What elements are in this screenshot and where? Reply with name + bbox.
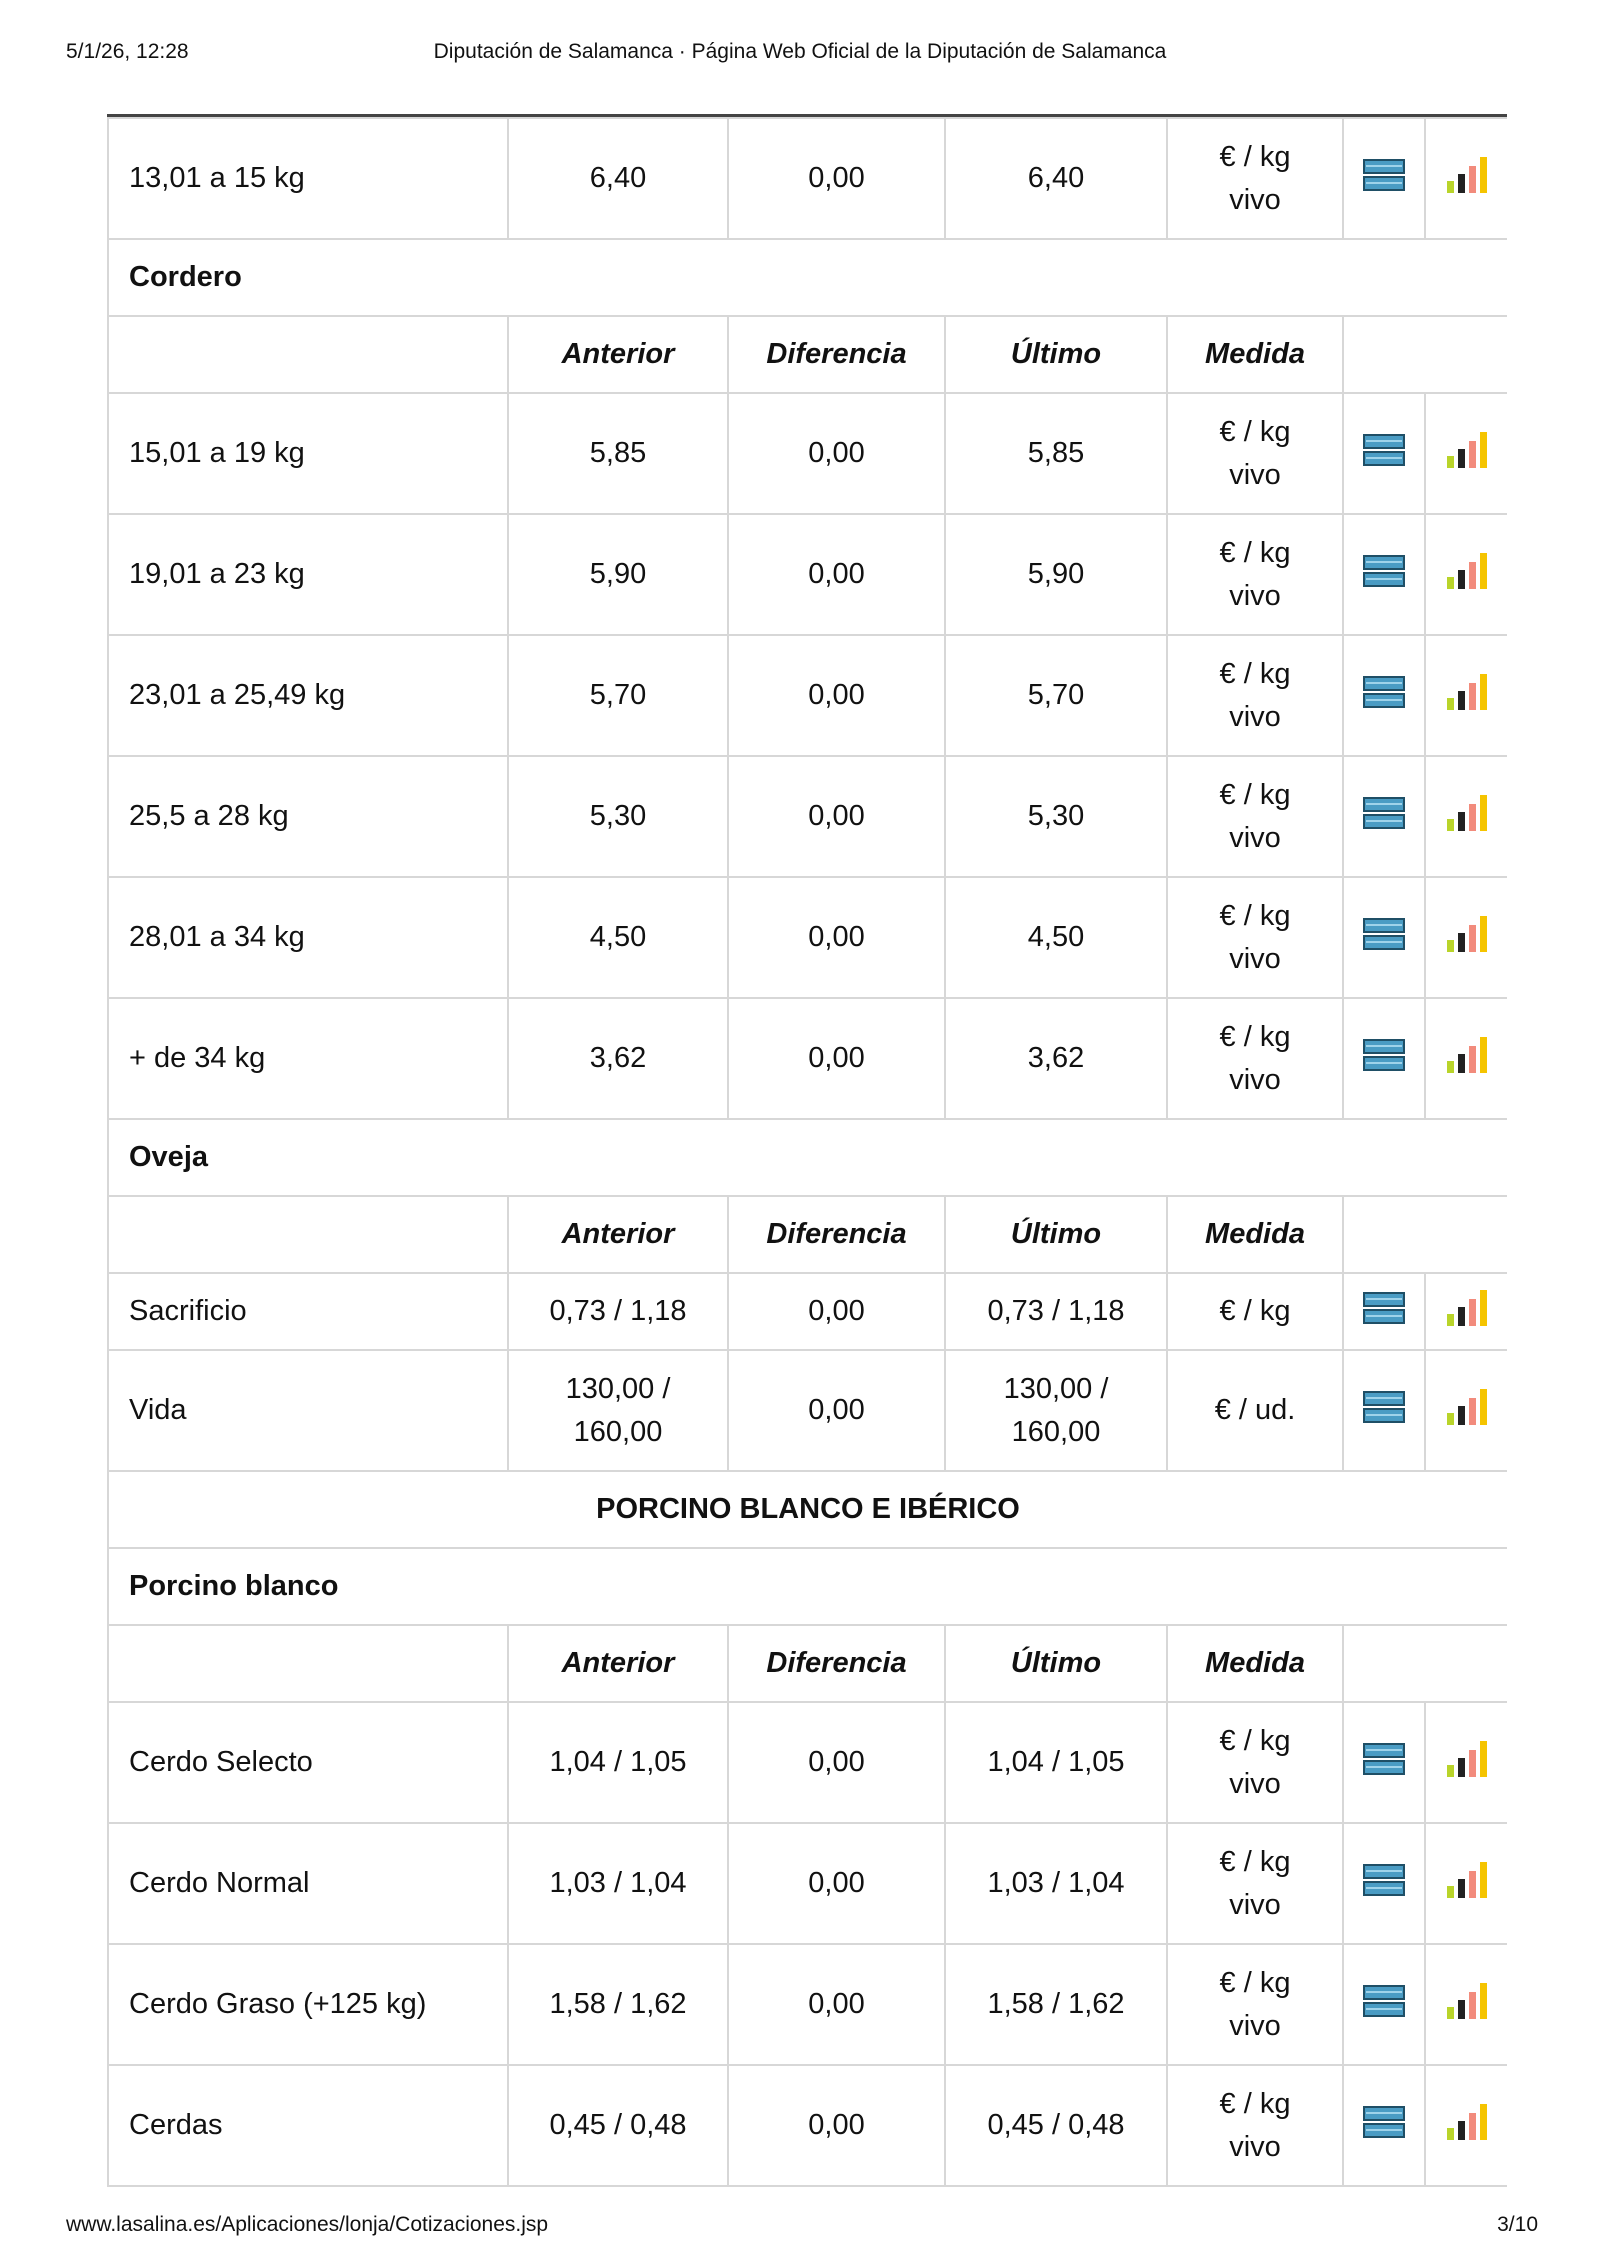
price-diferencia: 0,00 [728, 1273, 945, 1350]
price-diferencia: 0,00 [728, 393, 945, 514]
col-diferencia: Diferencia [728, 1625, 945, 1702]
price-anterior: 5,30 [508, 756, 728, 877]
table-row [108, 1273, 1507, 1350]
price-medida: € / kg vivo [1167, 393, 1343, 514]
table-history-icon[interactable] [1363, 2106, 1405, 2146]
price-diferencia: 0,00 [728, 1944, 945, 2065]
price-ultimo: 5,70 [945, 635, 1167, 756]
product-name: Cerdo Normal [108, 1823, 508, 1944]
price-anterior: 0,45 / 0,48 [508, 2065, 728, 2186]
section-row [108, 1471, 1507, 1548]
price-anterior: 5,85 [508, 393, 728, 514]
table-history-icon[interactable] [1363, 918, 1405, 958]
product-name: Cerdas [108, 2065, 508, 2186]
product-name: 28,01 a 34 kg [108, 877, 508, 998]
table-history-icon[interactable] [1363, 1864, 1405, 1904]
product-name: Cerdo Selecto [108, 1702, 508, 1823]
price-diferencia: 0,00 [728, 1823, 945, 1944]
col-ultimo: Último [945, 1196, 1167, 1273]
table-history-icon[interactable] [1363, 1391, 1405, 1431]
column-header-row [108, 1625, 1507, 1702]
price-ultimo: 6,40 [945, 118, 1167, 239]
table-row [108, 514, 1507, 635]
history-cell[interactable] [1343, 1702, 1425, 1823]
bar-chart-icon[interactable] [1445, 155, 1489, 203]
price-anterior: 1,04 / 1,05 [508, 1702, 728, 1823]
price-ultimo: 1,03 / 1,04 [945, 1823, 1167, 1944]
table-history-icon[interactable] [1363, 676, 1405, 716]
price-ultimo: 0,73 / 1,18 [945, 1273, 1167, 1350]
product-name: Sacrificio [108, 1273, 508, 1350]
price-medida: € / kg vivo [1167, 2065, 1343, 2186]
table-history-icon[interactable] [1363, 555, 1405, 595]
history-cell[interactable] [1343, 1823, 1425, 1944]
price-diferencia: 0,00 [728, 877, 945, 998]
print-url: www.lasalina.es/Aplicaciones/lonja/Cotizaciones.jsp [66, 2213, 549, 2236]
history-cell[interactable] [1343, 514, 1425, 635]
table-history-icon[interactable] [1363, 159, 1405, 199]
table-row [108, 118, 1507, 239]
product-name: Vida [108, 1350, 508, 1471]
table-history-icon[interactable] [1363, 1039, 1405, 1079]
price-medida: € / kg vivo [1167, 998, 1343, 1119]
col-medida: Medida [1167, 316, 1343, 393]
history-cell[interactable] [1343, 1944, 1425, 2065]
price-medida: € / kg vivo [1167, 635, 1343, 756]
table-row [108, 635, 1507, 756]
chart-cell[interactable] [1425, 1702, 1507, 1823]
table-row [108, 756, 1507, 877]
price-anterior: 3,62 [508, 998, 728, 1119]
col-medida: Medida [1167, 1196, 1343, 1273]
price-medida: € / ud. [1167, 1350, 1343, 1471]
bar-chart-icon[interactable] [1445, 430, 1489, 478]
subsection-title: Oveja [108, 1119, 1507, 1196]
history-cell[interactable] [1343, 756, 1425, 877]
print-page-title: Diputación de Salamanca · Página Web Oficial de la Diputación de Salamanca [433, 40, 1167, 63]
table-row [108, 1702, 1507, 1823]
history-cell[interactable] [1343, 1350, 1425, 1471]
price-medida: € / kg vivo [1167, 514, 1343, 635]
history-cell[interactable] [1343, 877, 1425, 998]
price-ultimo: 4,50 [945, 877, 1167, 998]
chart-cell[interactable] [1425, 635, 1507, 756]
col-ultimo: Último [945, 1625, 1167, 1702]
history-cell[interactable] [1343, 998, 1425, 1119]
subsection-row [108, 239, 1507, 316]
table-history-icon[interactable] [1363, 797, 1405, 837]
chart-cell[interactable] [1425, 1350, 1507, 1471]
col-anterior: Anterior [508, 1196, 728, 1273]
price-anterior: 130,00 / 160,00 [508, 1350, 728, 1471]
price-medida: € / kg vivo [1167, 877, 1343, 998]
bar-chart-icon[interactable] [1445, 1387, 1489, 1435]
prices-table-container [107, 117, 1507, 2190]
price-anterior: 1,03 / 1,04 [508, 1823, 728, 1944]
col-diferencia: Diferencia [728, 1196, 945, 1273]
price-diferencia: 0,00 [728, 2065, 945, 2186]
price-ultimo: 3,62 [945, 998, 1167, 1119]
product-name: 19,01 a 23 kg [108, 514, 508, 635]
price-ultimo: 5,85 [945, 393, 1167, 514]
price-diferencia: 0,00 [728, 998, 945, 1119]
price-anterior: 4,50 [508, 877, 728, 998]
chart-cell[interactable] [1425, 756, 1507, 877]
price-anterior: 5,70 [508, 635, 728, 756]
price-medida: € / kg [1167, 1273, 1343, 1350]
col-diferencia: Diferencia [728, 316, 945, 393]
table-history-icon[interactable] [1363, 1743, 1405, 1783]
bar-chart-icon[interactable] [1445, 914, 1489, 962]
bar-chart-icon[interactable] [1445, 1739, 1489, 1787]
chart-cell[interactable] [1425, 998, 1507, 1119]
history-cell[interactable] [1343, 2065, 1425, 2186]
col-anterior: Anterior [508, 316, 728, 393]
price-ultimo: 5,90 [945, 514, 1167, 635]
bar-chart-icon[interactable] [1445, 793, 1489, 841]
table-row [108, 1944, 1507, 2065]
product-name: 15,01 a 19 kg [108, 393, 508, 514]
col-anterior: Anterior [508, 1625, 728, 1702]
price-ultimo: 5,30 [945, 756, 1167, 877]
subsection-title: Porcino blanco [108, 1548, 1507, 1625]
price-medida: € / kg vivo [1167, 1702, 1343, 1823]
table-row [108, 2065, 1507, 2186]
price-diferencia: 0,00 [728, 1350, 945, 1471]
chart-cell[interactable] [1425, 118, 1507, 239]
subsection-row [108, 1548, 1507, 1625]
bar-chart-icon[interactable] [1445, 1981, 1489, 2029]
price-diferencia: 0,00 [728, 635, 945, 756]
table-row [108, 393, 1507, 514]
chart-cell[interactable] [1425, 877, 1507, 998]
price-medida: € / kg vivo [1167, 1944, 1343, 2065]
col-medida: Medida [1167, 1625, 1343, 1702]
table-row [108, 1823, 1507, 1944]
history-cell[interactable] [1343, 118, 1425, 239]
history-cell[interactable] [1343, 393, 1425, 514]
product-name: + de 34 kg [108, 998, 508, 1119]
price-anterior: 0,73 / 1,18 [508, 1273, 728, 1350]
chart-cell[interactable] [1425, 1944, 1507, 2065]
col-ultimo: Último [945, 316, 1167, 393]
price-diferencia: 0,00 [728, 756, 945, 877]
bar-chart-icon[interactable] [1445, 1288, 1489, 1336]
price-anterior: 1,58 / 1,62 [508, 1944, 728, 2065]
price-ultimo: 1,58 / 1,62 [945, 1944, 1167, 2065]
bar-chart-icon[interactable] [1445, 1035, 1489, 1083]
product-name: Cerdo Graso (+125 kg) [108, 1944, 508, 2065]
subsection-title: Cordero [108, 239, 1507, 316]
price-anterior: 5,90 [508, 514, 728, 635]
price-ultimo: 1,04 / 1,05 [945, 1702, 1167, 1823]
history-cell[interactable] [1343, 635, 1425, 756]
section-title: PORCINO BLANCO E IBÉRICO [108, 1471, 1507, 1548]
bar-chart-icon[interactable] [1445, 1860, 1489, 1908]
print-page-number: 3/10 [1497, 2213, 1538, 2236]
table-row [108, 998, 1507, 1119]
price-medida: € / kg vivo [1167, 756, 1343, 877]
bar-chart-icon[interactable] [1445, 672, 1489, 720]
table-history-icon[interactable] [1363, 434, 1405, 474]
table-history-icon[interactable] [1363, 1985, 1405, 2025]
table-row [108, 1350, 1507, 1471]
product-name: 25,5 a 28 kg [108, 756, 508, 877]
chart-cell[interactable] [1425, 2065, 1507, 2186]
bar-chart-icon[interactable] [1445, 2102, 1489, 2150]
chart-cell[interactable] [1425, 393, 1507, 514]
price-diferencia: 0,00 [728, 514, 945, 635]
chart-cell[interactable] [1425, 514, 1507, 635]
price-diferencia: 0,00 [728, 118, 945, 239]
column-header-row [108, 1196, 1507, 1273]
table-history-icon[interactable] [1363, 1292, 1405, 1332]
price-medida: € / kg vivo [1167, 1823, 1343, 1944]
price-anterior: 6,40 [508, 118, 728, 239]
subsection-row [108, 1119, 1507, 1196]
price-medida: € / kg vivo [1167, 118, 1343, 239]
bar-chart-icon[interactable] [1445, 551, 1489, 599]
price-diferencia: 0,00 [728, 1702, 945, 1823]
print-date: 5/1/26, 12:28 [66, 40, 189, 63]
price-ultimo: 0,45 / 0,48 [945, 2065, 1167, 2186]
chart-cell[interactable] [1425, 1823, 1507, 1944]
chart-cell[interactable] [1425, 1273, 1507, 1350]
product-name: 13,01 a 15 kg [108, 118, 508, 239]
price-ultimo: 130,00 / 160,00 [945, 1350, 1167, 1471]
history-cell[interactable] [1343, 1273, 1425, 1350]
product-name: 23,01 a 25,49 kg [108, 635, 508, 756]
prices-table [107, 117, 1507, 2187]
column-header-row [108, 316, 1507, 393]
table-row [108, 877, 1507, 998]
